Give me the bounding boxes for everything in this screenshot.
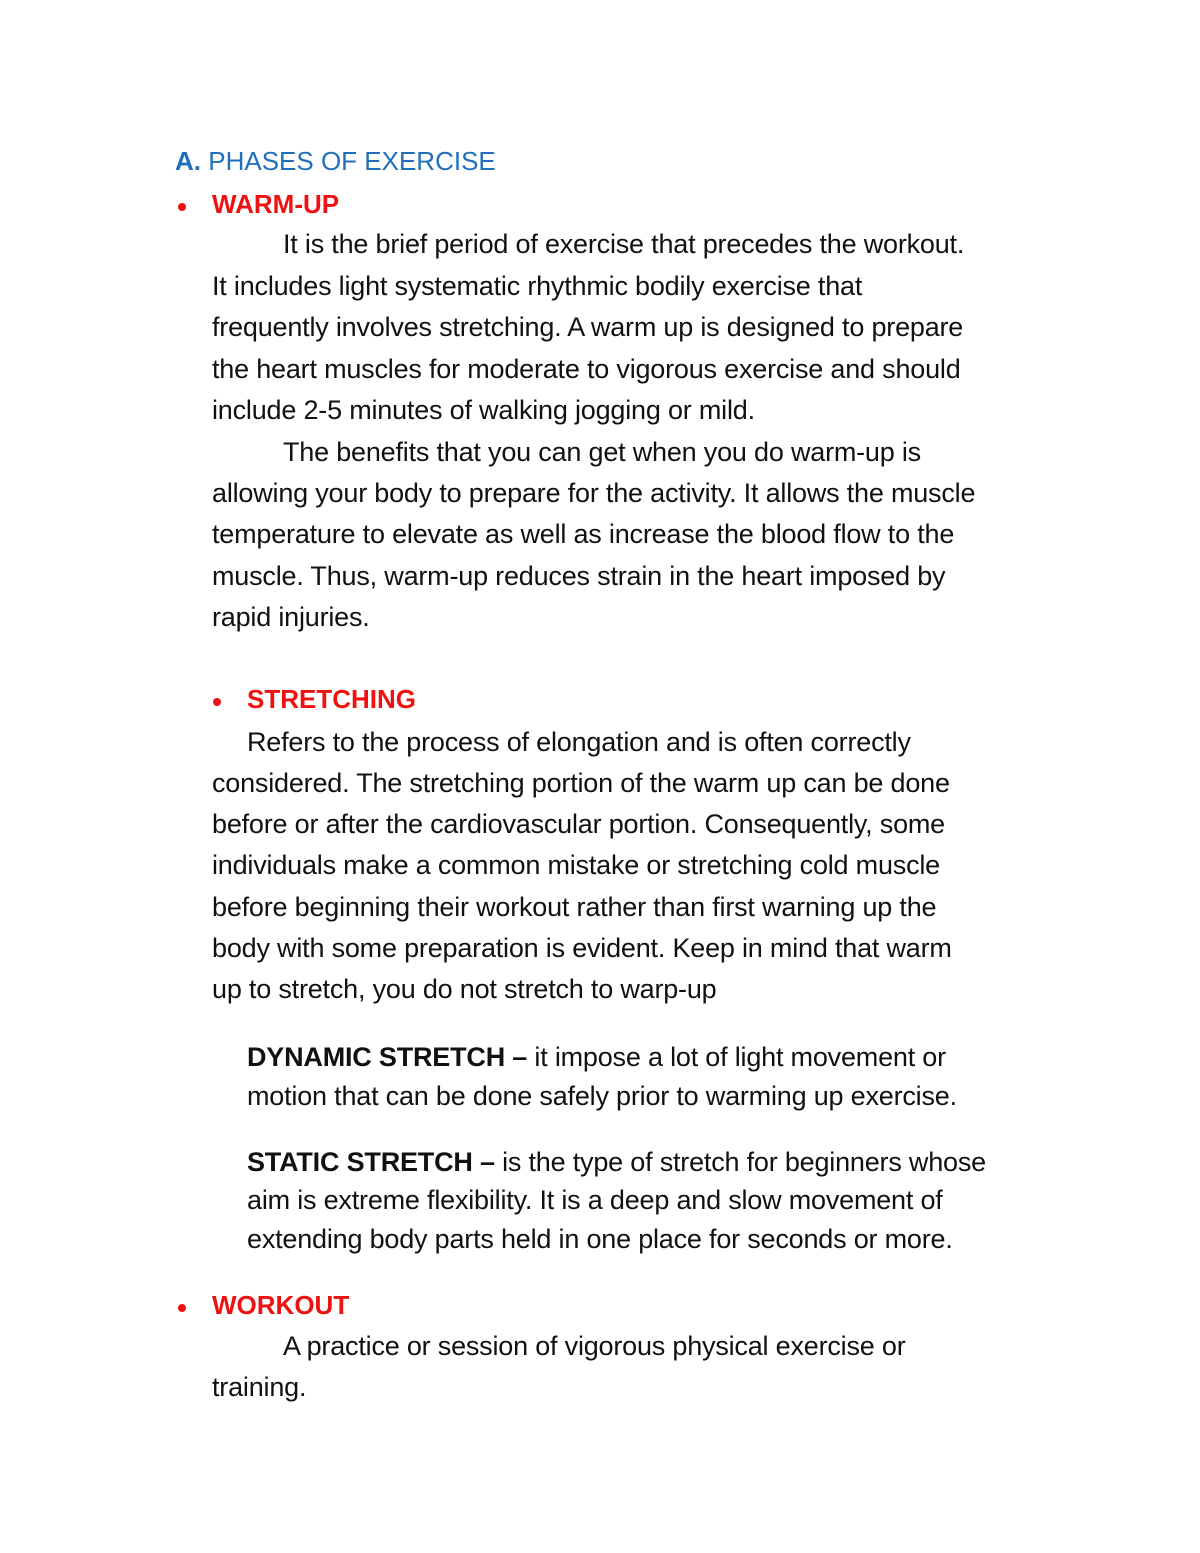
stretching-p1-line: up to stretch, you do not stretch to warp-up bbox=[212, 974, 717, 1004]
warmup-heading: WARM-UP bbox=[212, 189, 340, 219]
warmup-p2-line: muscle. Thus, warm-up reduces strain in the heart imposed by bbox=[212, 561, 946, 591]
warmup-p1-line: the heart muscles for moderate to vigorous exercise and should bbox=[212, 354, 961, 384]
workout-heading: WORKOUT bbox=[212, 1290, 350, 1320]
dynamic-stretch-dash: – bbox=[505, 1042, 535, 1072]
workout-p1-line: training. bbox=[212, 1372, 307, 1402]
stretching-heading: STRETCHING bbox=[247, 684, 416, 714]
static-stretch-line3: extending body parts held in one place for seconds or more. bbox=[247, 1224, 953, 1254]
warmup-p2-line: allowing your body to prepare for the activity. It allows the muscle bbox=[212, 478, 976, 508]
bullet-icon bbox=[213, 698, 221, 706]
static-stretch-text: is the type of stretch for beginners whose bbox=[502, 1147, 986, 1177]
warmup-p1-line: include 2-5 minutes of walking jogging or mild. bbox=[212, 395, 755, 425]
stretching-p1-line: considered. The stretching portion of the warm up can be done bbox=[212, 768, 950, 798]
bullet-icon bbox=[178, 203, 186, 211]
warmup-p2-line: The benefits that you can get when you do warm-up is bbox=[283, 437, 921, 467]
warmup-p1-line: It includes light systematic rhythmic bodily exercise that bbox=[212, 271, 863, 301]
workout-p1-line: A practice or session of vigorous physical exercise or bbox=[283, 1331, 906, 1361]
warmup-p2-line: rapid injuries. bbox=[212, 602, 370, 632]
dynamic-stretch-line2: motion that can be done safely prior to warming up exercise. bbox=[247, 1081, 957, 1111]
stretching-p1-line: body with some preparation is evident. Keep in mind that warm bbox=[212, 933, 952, 963]
static-stretch-line2: aim is extreme flexibility. It is a deep and slow movement of bbox=[247, 1185, 943, 1215]
stretching-p1-line: before beginning their workout rather than first warning up the bbox=[212, 892, 937, 922]
static-stretch-line1 bbox=[247, 1147, 986, 1178]
static-stretch-dash: – bbox=[472, 1147, 503, 1177]
warmup-p1-line: frequently involves stretching. A warm up is designed to prepare bbox=[212, 312, 964, 342]
section-letter: A. bbox=[175, 146, 201, 176]
static-stretch-term: STATIC STRETCH bbox=[247, 1147, 473, 1177]
stretching-p1-line: Refers to the process of elongation and is often correctly bbox=[247, 727, 911, 757]
dynamic-stretch-term: DYNAMIC STRETCH bbox=[247, 1042, 505, 1072]
section-title-text: PHASES OF EXERCISE bbox=[208, 146, 496, 176]
section-title bbox=[175, 146, 496, 177]
bullet-icon bbox=[178, 1304, 186, 1312]
warmup-p2-line: temperature to elevate as well as increase the blood flow to the bbox=[212, 519, 955, 549]
stretching-p1-line: individuals make a common mistake or stretching cold muscle bbox=[212, 850, 940, 880]
dynamic-stretch-text: it impose a lot of light movement or bbox=[534, 1042, 946, 1072]
dynamic-stretch-line1 bbox=[247, 1042, 946, 1073]
stretching-p1-line: before or after the cardiovascular portion. Consequently, some bbox=[212, 809, 946, 839]
warmup-p1-line: It is the brief period of exercise that precedes the workout. bbox=[283, 229, 965, 259]
